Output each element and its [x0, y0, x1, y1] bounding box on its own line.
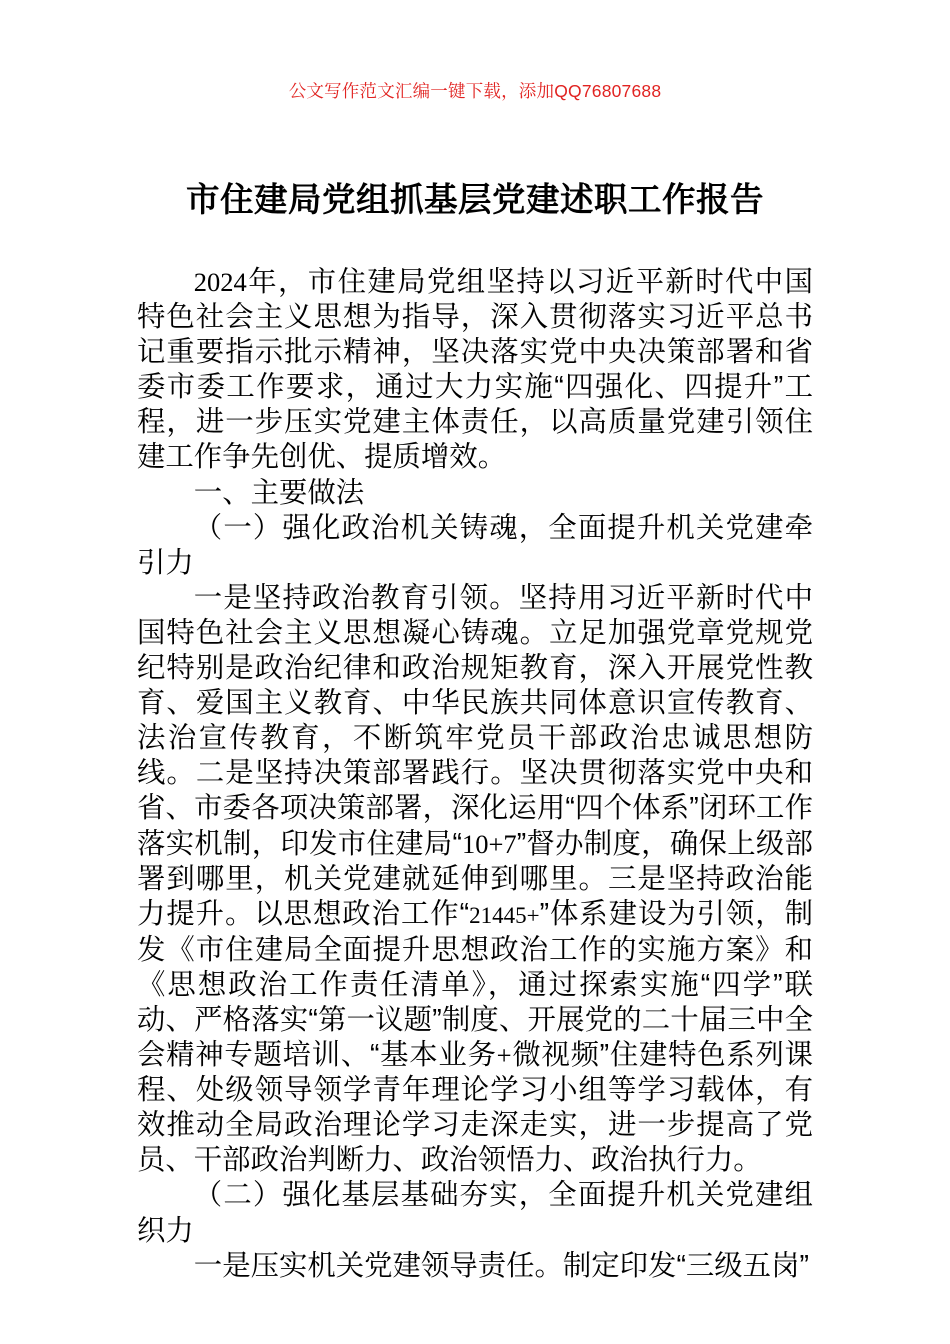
latin-run: 2024	[193, 267, 247, 297]
heading-main-approaches: 一、主要做法	[193, 476, 365, 509]
promo-banner	[0, 79, 950, 103]
heading-section-one: （一）强化政治机关铸魂，全面提升机关党建牵引力	[137, 511, 813, 579]
paragraph-opening: 2024年，市住建局党组坚持以习近平新时代中国特色社会主义思想为指导，深入贯彻落实习近平总书记重要指示批示精神，坚决落实党中央决策部署和省委市委工作要求，通过大力实施“四强化、四提升”工程，进一步压实党建主体责任，以高质量党建引领住建工作争先创优、提质增效。	[137, 266, 813, 474]
promo-banner-text: 公文写作范文汇编一键下载，添加QQ76807688	[288, 81, 662, 101]
page-title: 市住建局党组抓基层党建述职工作报告	[186, 182, 764, 219]
latin-run: 21445+	[469, 902, 540, 928]
document-body	[137, 265, 813, 1284]
paragraph-section-one-body: 一是坚持政治教育引领。坚持用习近平新时代中国特色社会主义思想凝心铸魂。立足加强党章党规党纪特别是政治纪律和政治规矩教育，深入开展党性教育、爱国主义教育、中华民族共同体意识宣传教育、法治宣传教育，不断筑牢党员干部政治忠诚思想防线。二是坚持决策部署践行。坚决贯彻落实党中央和省、市委各项决策部署，深化运用“四个体系”闭环工作落实机制，印发市住建局“10+7”督办制度，确保上级部署到哪里，机关党建就延伸到哪里。三是坚持政治能力提升。以思想政治工作“21445+”体系建设为引领，制发《市住建局全面提升思想政治工作的实施方案》和《思想政治工作责任清单》，通过探索实施“四学”联动、严格落实“第一议题”制度、开展党的二十届三中全会精神专题培训、“基本业务+微视频”住建特色系列课程、处级领导领学青年理论学习小组等学习载体，有效推动全局政治理论学习走深走实，进一步提高了党员、干部政治判断力、政治领悟力、政治执行力。	[137, 581, 813, 1177]
heading-section-two: （二）强化基层基础夯实，全面提升机关党建组织力	[137, 1179, 813, 1247]
paragraph-section-two-body: 一是压实机关党建领导责任。制定印发“三级五岗”	[193, 1249, 809, 1282]
latin-run: +	[496, 1040, 512, 1071]
latin-run: 10+7	[461, 828, 517, 859]
